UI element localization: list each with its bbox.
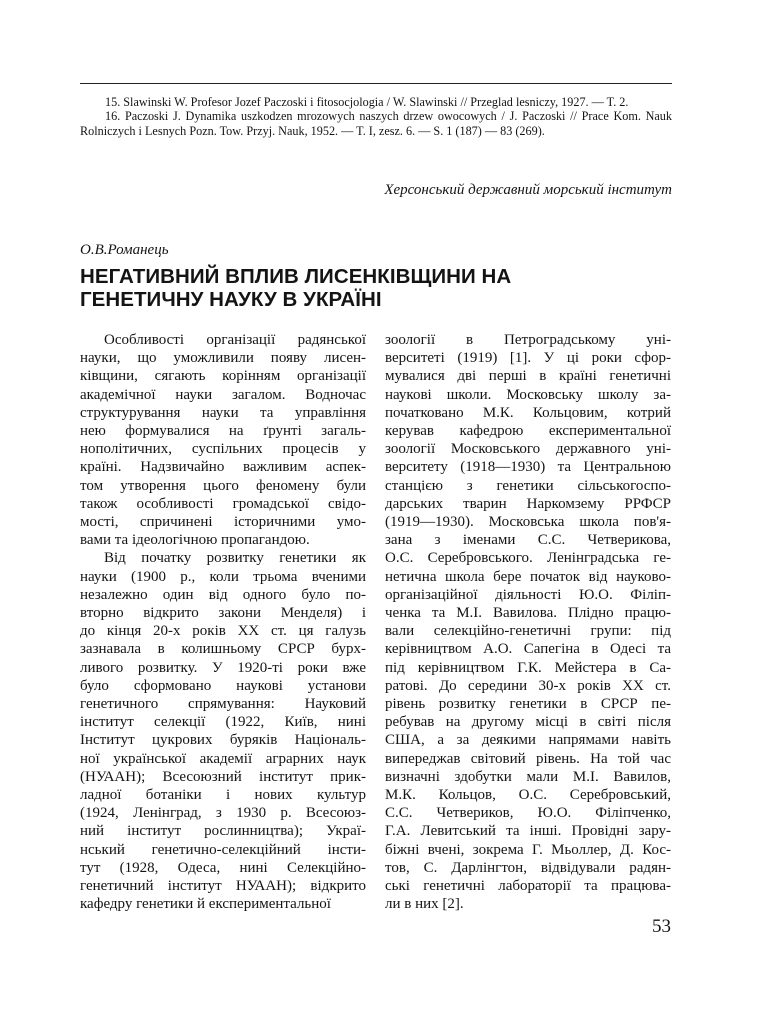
body-text-line: мувалися дві перші в країні генетичні xyxy=(385,368,671,385)
body-text-line: зоології в Петроградському уні- xyxy=(385,332,671,348)
body-text-line: до кінця 20-х років XX ст. ця галузь xyxy=(80,623,366,640)
footnote-16: 16. Paczoski J. Dynamika uszkodzen mrozowych naszych drzew owocowych / J. Paczoski // Prace Kom. Nauk Rolniczych i Lesnych Pozn. Tow. Przyj. Nauk, 1952. — T. I, zesz. 6. — S. 1 (187) — 83 (269). xyxy=(80,109,672,138)
body-text-line: науки (1900 р., коли трьома вченими xyxy=(80,568,366,585)
body-text-line: нетична школа бере початок від науково- xyxy=(385,568,671,585)
body-text-line: вами та ідеологічною пропагандою. xyxy=(80,532,310,549)
body-text-line: нею формувалися на ґрунті загаль- xyxy=(80,423,366,440)
body-column-left xyxy=(80,331,366,914)
footnotes xyxy=(80,95,672,138)
title-line: НЕГАТИВНИЙ ВПЛИВ ЛИСЕНКІВЩИНИ НА xyxy=(80,265,512,288)
body-text-line: О.С. Серебровського. Ленінградська ге- xyxy=(385,550,671,567)
body-text-line: також особливості громадської свідо- xyxy=(80,495,366,512)
body-text-line: тов, С. Дарлінгтон, відвідували радян- xyxy=(385,859,671,876)
body-text-line: ські генетичні лабораторії та працюва- xyxy=(385,878,671,895)
body-text-line: ної української академії аграрних наук xyxy=(80,750,366,767)
body-text-line: ребував на другому місці в світі після xyxy=(385,714,671,731)
page-number: 53 xyxy=(652,916,671,937)
body-text-line: Інститут цукрових буряків Національ- xyxy=(80,732,366,749)
body-text-line: ратові. До середини 30-х років XX ст. xyxy=(385,677,671,694)
body-column-right xyxy=(385,331,671,914)
body-text-line: академічної науки загалом. Водночас xyxy=(80,386,366,403)
body-text-line: наукові школи. Московську школу за- xyxy=(385,386,671,403)
body-text-line: структурування науки та управління xyxy=(80,404,366,421)
body-text-line: зазнавала в колишньому СРСР бурх- xyxy=(80,641,366,658)
body-text-line: верситету (1918—1930) та Центральною xyxy=(385,459,671,476)
body-text-line: нський генетично-селекційний інсти- xyxy=(80,841,366,858)
body-text-line: Від початку розвитку генетики як xyxy=(104,550,366,567)
footnote-separator-rule xyxy=(80,83,672,84)
title-line: ГЕНЕТИЧНУ НАУКУ В УКРАЇНІ xyxy=(80,288,382,311)
body-text-line: під керівництвом Г.К. Мейстера в Са- xyxy=(385,659,671,676)
body-text-line: Особливості організації радянської xyxy=(104,332,366,348)
article-author: О.В.Романець xyxy=(80,242,169,258)
body-text-line: генетичного спрямування: Науковий xyxy=(80,696,366,713)
body-text-line: незалежно один від одного було по- xyxy=(80,586,366,603)
body-text-line: зоології Московського державного уні- xyxy=(385,441,671,458)
body-text-line: станцією з генетики сільськогоспо- xyxy=(385,477,671,494)
body-text-line: було сформовано наукові установи xyxy=(80,677,366,694)
body-text-line: ливого розвитку. У 1920-ті роки вже xyxy=(80,659,366,676)
previous-article-affiliation: Херсонський державний морський інститут xyxy=(384,182,672,198)
body-text-line: ченка та М.І. Вавилова. Плідно працю- xyxy=(385,605,671,622)
body-text-line: країні. Надзвичайно важливим аспек- xyxy=(80,459,366,476)
body-text-line: мості, спричинені історичними умо- xyxy=(80,514,366,531)
body-text-line: зана з іменами С.С. Четверикова, xyxy=(385,532,671,549)
body-text-line: тут (1928, Одеса, нині Селекційно- xyxy=(80,859,366,876)
body-text-line: ківщини, сягають корінням організації xyxy=(80,368,366,385)
body-text-line: С.С. Четвериков, Ю.О. Філіпченко, xyxy=(385,805,671,822)
body-text-line: науки, що уможливили появу лисен- xyxy=(80,350,366,367)
body-text-line: початковано М.К. Кольцовим, котрий xyxy=(385,404,671,421)
body-text-line: керував кафедрою експериментальної xyxy=(385,423,671,440)
footnote-15: 15. Slawinski W. Profesor Jozef Paczoski i fitosocjologia / W. Slawinski // Przeglad lesniczy, 1927. — T. 2. xyxy=(105,95,629,109)
body-text-line: дарських тварин Наркомзему РРФСР xyxy=(385,495,671,512)
body-text-line: нополітичних, суспільних процесів у xyxy=(80,441,366,458)
body-text-line: ли в них [2]. xyxy=(385,896,464,913)
body-text-line: кафедру генетики й експериментальної xyxy=(80,896,331,913)
body-text-line: організаційної діяльності Ю.О. Філіп- xyxy=(385,586,671,603)
body-text-line: вторно відкрито закони Менделя) і xyxy=(80,605,366,622)
body-text-line: ний інститут рослинництва); Украї- xyxy=(80,823,366,840)
body-text-line: інститут селекції (1922, Київ, нині xyxy=(80,714,366,731)
body-text-line: верситеті (1919) [1]. У ці роки сфор- xyxy=(385,350,671,367)
body-text-line: (1919—1930). Московська школа пов'я- xyxy=(385,514,671,531)
body-text-line: керівництвом А.О. Сапегіна в Одесі та xyxy=(385,641,671,658)
body-text-line: (1924, Ленінград, з 1930 р. Всесоюз- xyxy=(80,805,366,822)
body-text-line: том утворення цього феномену були xyxy=(80,477,366,494)
body-text-line: генетичний інститут НУААН); відкрито xyxy=(80,878,366,895)
body-text-line: вали селекційно-генетичні групи: під xyxy=(385,623,671,640)
article-title xyxy=(80,265,680,311)
body-text-line: США, а за деякими напрямами навіть xyxy=(385,732,671,749)
body-text-line: М.К. Кольцов, О.С. Серебровський, xyxy=(385,787,671,804)
body-text-line: визначні здобутки мали М.І. Вавилов, xyxy=(385,768,671,785)
body-text-line: Г.А. Левитський та інші. Провідні зару- xyxy=(385,823,671,840)
body-text-line: (НУААН); Всесоюзний інститут прик- xyxy=(80,768,366,785)
body-text-line: біжні вчені, зокрема Г. Мьоллер, Д. Кос- xyxy=(385,841,671,858)
body-text-line: рівень розвитку генетики в СРСР пе- xyxy=(385,696,671,713)
body-text-line: випереджав світовий рівень. На той час xyxy=(385,750,671,767)
body-text-line: ладної ботаніки і нових культур xyxy=(80,787,366,804)
